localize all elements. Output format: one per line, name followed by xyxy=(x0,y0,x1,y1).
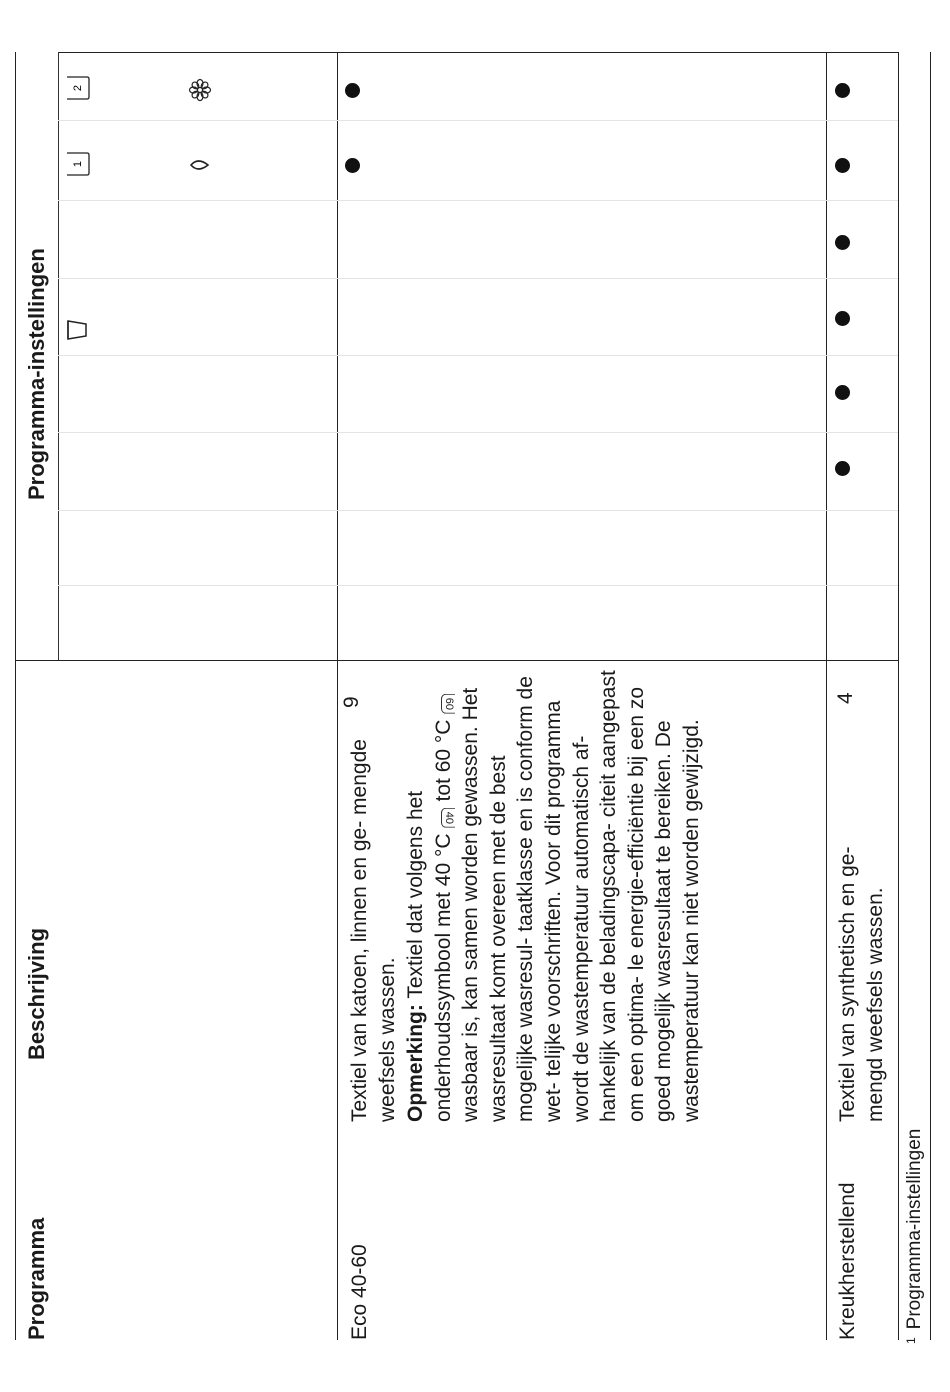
table-top xyxy=(58,52,898,53)
setting-dot xyxy=(835,311,850,326)
setting-dot xyxy=(835,158,850,173)
settings-subheader-line xyxy=(58,52,59,660)
guide xyxy=(58,120,898,121)
row-divider-footnote xyxy=(898,52,899,1340)
guide xyxy=(58,585,898,586)
note-line: bereiken. De wastemperatuur xyxy=(652,720,703,1122)
compartment-2-icon xyxy=(64,74,90,102)
note-line: Het wasresultaat komt overeen xyxy=(459,687,510,1122)
note-line: het onderhoudssymbool met 40 xyxy=(404,790,455,1122)
program-name-kreukherstellend: Kreukherstellend xyxy=(836,1182,859,1340)
footnote xyxy=(904,1129,926,1344)
note-line: kan niet worden gewijzigd. xyxy=(679,719,703,966)
column-divider xyxy=(15,660,898,661)
setting-dot xyxy=(345,158,360,173)
header-programma: Programma xyxy=(24,1217,49,1340)
table-border-right xyxy=(930,52,931,1340)
note-line: goed mogelijk wasresultaat te xyxy=(652,845,676,1122)
note-line: wastemperatuur automatisch af- xyxy=(569,735,593,1036)
header-programma-instellingen: Programma-instellingen xyxy=(24,248,49,500)
note-line: wasbaar is, xyxy=(459,1015,483,1122)
note-line: hankelijk van de beladingscapa- xyxy=(597,823,621,1122)
guide xyxy=(58,510,898,511)
header-beschrijving: Beschrijving xyxy=(24,927,49,1060)
setting-dot xyxy=(835,83,850,98)
water-drop-icon xyxy=(188,154,212,176)
svg-text:1: 1 xyxy=(72,160,84,168)
footnote-text: Programma-instellingen xyxy=(904,1128,925,1330)
note-line: Textiel dat volgens xyxy=(404,825,427,999)
footnote-marker: 1 xyxy=(904,1337,918,1344)
note-label: Opmerking: xyxy=(404,1004,427,1122)
guide xyxy=(58,432,898,433)
setting-dot xyxy=(835,385,850,400)
guide xyxy=(58,200,898,201)
description-kreukherstellend: Textiel van synthetisch en ge- mengd weefsels wassen. xyxy=(836,846,887,1122)
svg-text:2: 2 xyxy=(72,84,84,92)
row-divider-eco xyxy=(826,52,827,1340)
note-line: taatklasse en is conform de wet- xyxy=(514,676,565,1122)
setting-dot xyxy=(345,83,360,98)
wash-40-icon: 40 xyxy=(441,807,455,827)
note-line: citeit aangepast om een optima- xyxy=(597,670,648,1122)
note-eco xyxy=(402,662,706,1122)
program-name-eco: Eco 40-60 xyxy=(348,1244,371,1340)
note-line: telijke voorschriften. xyxy=(541,890,565,1077)
guide xyxy=(58,355,898,356)
setting-dot xyxy=(835,461,850,476)
note-line: kan samen worden gewassen. xyxy=(459,726,483,1010)
value-kreukherstellend: 4 xyxy=(834,692,857,704)
note-line: °C xyxy=(431,833,455,857)
setting-dot xyxy=(835,235,850,250)
prewash-compartment-1-icon xyxy=(64,150,90,178)
table-border-left xyxy=(15,52,16,1340)
guide xyxy=(58,278,898,279)
note-line: le energie-efficiëntie bij een zo xyxy=(624,686,648,971)
note-line: Voor dit programma wordt de xyxy=(541,700,593,1122)
row-divider-header xyxy=(337,52,338,1340)
description-eco: Textiel van katoen, linnen en ge- mengde weefsels wassen. xyxy=(348,739,399,1122)
note-line: met de best mogelijke wasresul- xyxy=(486,755,538,1122)
softener-flower-icon xyxy=(188,78,212,102)
note-line: tot 60 °C xyxy=(431,719,455,802)
drum-icon xyxy=(64,318,90,342)
value-eco: 9 xyxy=(340,696,363,708)
wash-60-icon: 60 xyxy=(441,693,455,713)
